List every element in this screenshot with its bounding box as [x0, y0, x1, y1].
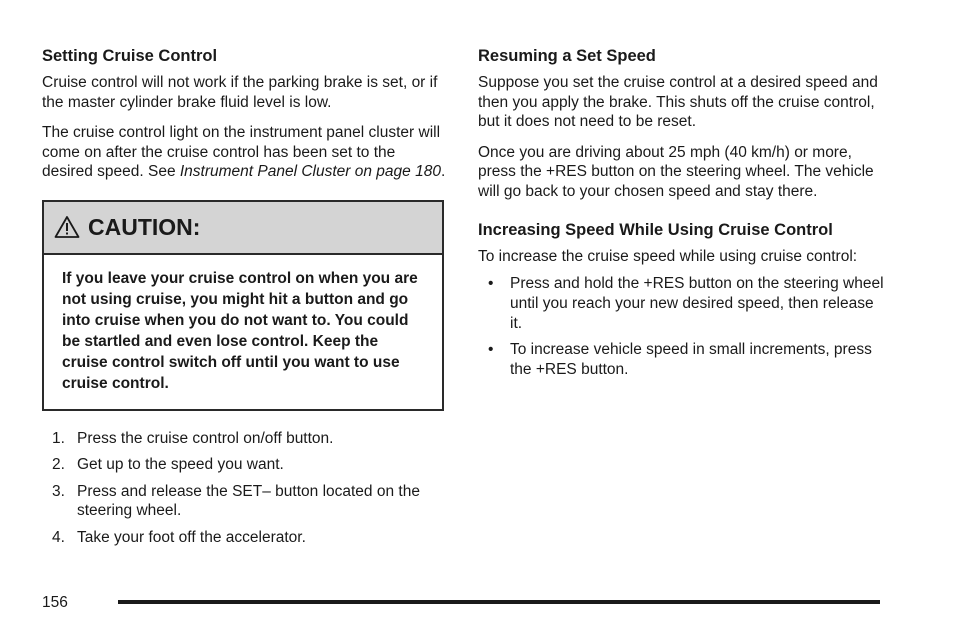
paragraph-cruise-light	[42, 123, 447, 182]
bullet-mark: •	[488, 340, 494, 358]
page-number: 156	[42, 594, 68, 611]
step-item	[42, 528, 447, 548]
right-column	[478, 46, 888, 386]
bullet-mark: •	[488, 274, 494, 292]
warning-triangle-icon	[54, 215, 80, 239]
step-number: 3.	[52, 482, 65, 500]
bullet-text: To increase vehicle speed in small increments, press the +RES button.	[510, 340, 872, 378]
bullet-item	[478, 340, 888, 380]
paragraph-increase-intro: To increase the cruise speed while using cruise control:	[478, 248, 858, 265]
bullet-text: Press and hold the +RES button on the steering wheel until you reach your new desired speed, then release it.	[510, 274, 884, 332]
caution-box	[42, 200, 444, 411]
step-text: Press and release the SET– button located on the steering wheel.	[77, 482, 420, 519]
step-number: 4.	[52, 528, 65, 546]
paragraph-brake-note: Cruise control will not work if the parking brake is set, or if the master cylinder brake fluid level is low.	[42, 74, 438, 111]
step-item	[42, 482, 447, 521]
step-item	[42, 455, 447, 475]
step-text: Get up to the speed you want.	[77, 456, 284, 473]
cruise-light-end: .	[440, 163, 446, 180]
bullet-item	[478, 274, 888, 334]
cruise-light-text: The cruise control light on the instrument panel cluster will come on after the cruise control has been set to the desired speed. See	[42, 124, 441, 180]
step-item	[42, 429, 447, 449]
caution-header	[44, 202, 442, 255]
cross-reference-link[interactable]: Instrument Panel Cluster on page 180	[179, 163, 441, 180]
step-number: 2.	[52, 456, 65, 473]
footer-rule	[118, 600, 880, 604]
step-text: Press the cruise control on/off button.	[77, 429, 334, 447]
caution-body: If you leave your cruise control on when you are not using cruise, you might hit a button and go into cruise when you do not want to. You could be startled and even lose control. Keep the cruise control switch off until you want to use cruise control.	[62, 269, 418, 392]
left-column	[42, 46, 447, 554]
section-heading-setting-cruise: Setting Cruise Control	[42, 47, 218, 65]
step-number: 1.	[52, 429, 65, 447]
steps-list	[42, 429, 447, 548]
section-heading-resuming: Resuming a Set Speed	[478, 47, 656, 65]
paragraph-resume-action: Once you are driving about 25 mph (40 km/h) or more, press the +RES button on the steering wheel. The vehicle will go back to your chosen speed and stay there.	[478, 143, 874, 200]
step-text: Take your foot off the accelerator.	[77, 528, 306, 546]
caution-title: CAUTION:	[88, 213, 201, 240]
bullet-list	[478, 274, 888, 380]
paragraph-resume-intro: Suppose you set the cruise control at a desired speed and then you apply the brake. This shuts off the cruise control, but it does not need to be reset.	[478, 74, 878, 130]
section-heading-increasing: Increasing Speed While Using Cruise Control	[478, 221, 833, 239]
